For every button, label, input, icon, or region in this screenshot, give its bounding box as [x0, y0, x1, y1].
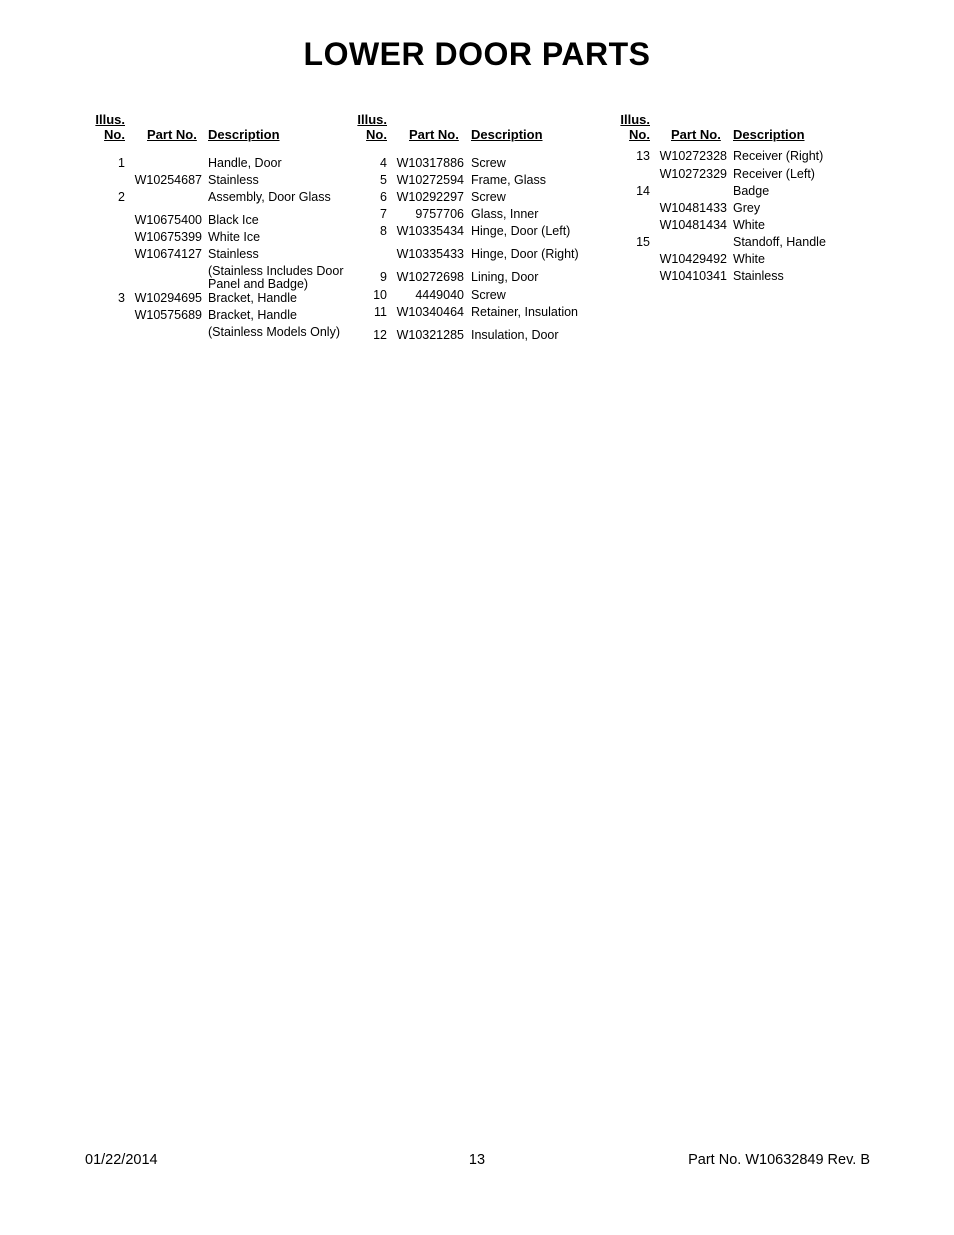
part-description: White Ice — [208, 230, 261, 244]
illus-number: 15 — [636, 235, 650, 249]
footer-date: 01/22/2014 — [85, 1152, 158, 1168]
part-description: Screw — [471, 156, 506, 170]
part-description: Bracket, Handle — [208, 308, 297, 322]
illus-number: 10 — [373, 288, 387, 302]
illus-number: 14 — [636, 184, 650, 198]
part-description: Panel and Badge) — [208, 277, 309, 291]
part-number: W10674127 — [134, 247, 202, 261]
description-header: Description — [733, 127, 805, 142]
illus-number: 6 — [380, 190, 387, 204]
part-description: Retainer, Insulation — [471, 305, 579, 319]
part-number: W10254687 — [134, 173, 202, 187]
part-description: Bracket, Handle — [208, 291, 297, 305]
part-number: W10272328 — [659, 149, 727, 163]
part-no-header: Part No. — [409, 127, 459, 142]
part-description: White — [733, 252, 765, 266]
part-number: W10410341 — [659, 269, 727, 283]
part-no-header: Part No. — [671, 127, 721, 142]
part-number: W10575689 — [134, 308, 202, 322]
part-description: Hinge, Door (Left) — [471, 224, 571, 238]
part-number: W10292297 — [396, 190, 464, 204]
illus-number: 8 — [380, 224, 387, 238]
part-description: Screw — [471, 288, 506, 302]
footer-part-number: Part No. W10632849 Rev. B — [688, 1152, 870, 1168]
illus-number: 4 — [380, 156, 387, 170]
illus-number: 1 — [118, 156, 125, 170]
part-description: Assembly, Door Glass — [208, 190, 331, 204]
part-description: Grey — [733, 201, 761, 215]
part-number: W10317886 — [396, 156, 464, 170]
illus-number: 9 — [380, 270, 387, 284]
part-description: Badge — [733, 184, 770, 198]
description-header: Description — [208, 127, 280, 142]
part-description: Receiver (Right) — [733, 149, 824, 163]
part-description: White — [733, 218, 765, 232]
page-title: LOWER DOOR PARTS — [303, 36, 651, 72]
part-description: Hinge, Door (Right) — [471, 247, 579, 261]
part-description: Frame, Glass — [471, 173, 547, 187]
part-number: W10335434 — [396, 224, 464, 238]
part-description: Handle, Door — [208, 156, 282, 170]
part-description: Insulation, Door — [471, 328, 559, 342]
description-header: Description — [471, 127, 543, 142]
illus-no-header: Illus. No. — [95, 112, 125, 142]
part-number: W10675400 — [134, 213, 202, 227]
part-description: Glass, Inner — [471, 207, 539, 221]
part-description: Standoff, Handle — [733, 235, 826, 249]
part-number: W10481434 — [659, 218, 727, 232]
illus-number: 5 — [380, 173, 387, 187]
footer-page-number: 13 — [468, 1152, 486, 1168]
part-number: 9757706 — [415, 207, 464, 221]
part-description: Stainless — [208, 173, 259, 187]
part-number: W10272594 — [396, 173, 464, 187]
part-number: W10272698 — [396, 270, 464, 284]
illus-number: 13 — [636, 149, 650, 163]
part-description: (Stainless Models Only) — [208, 325, 340, 339]
part-number: W10272329 — [659, 167, 727, 181]
illus-number: 2 — [118, 190, 125, 204]
part-number: W10335433 — [396, 247, 464, 261]
parts-column-3 — [0, 0, 954, 360]
part-description: Stainless — [208, 247, 259, 261]
part-description: Screw — [471, 190, 506, 204]
part-no-header: Part No. — [147, 127, 197, 142]
illus-number: 11 — [374, 305, 387, 319]
part-number: W10481433 — [659, 201, 727, 215]
part-number: W10675399 — [134, 230, 202, 244]
part-description: Black Ice — [208, 213, 259, 227]
illus-no-header: Illus. No. — [357, 112, 387, 142]
part-number: W10429492 — [659, 252, 727, 266]
part-description: Lining, Door — [471, 270, 539, 284]
part-number: 4449040 — [415, 288, 464, 302]
part-description: Receiver (Left) — [733, 167, 815, 181]
part-number: W10321285 — [396, 328, 464, 342]
illus-number: 7 — [380, 207, 387, 221]
part-description: (Stainless Includes Door — [208, 264, 344, 278]
part-description: Stainless — [733, 269, 784, 283]
part-number: W10294695 — [134, 291, 202, 305]
part-number: W10340464 — [396, 305, 464, 319]
illus-number: 3 — [118, 291, 125, 305]
illus-number: 12 — [373, 328, 387, 342]
illus-no-header: Illus. No. — [620, 112, 650, 142]
